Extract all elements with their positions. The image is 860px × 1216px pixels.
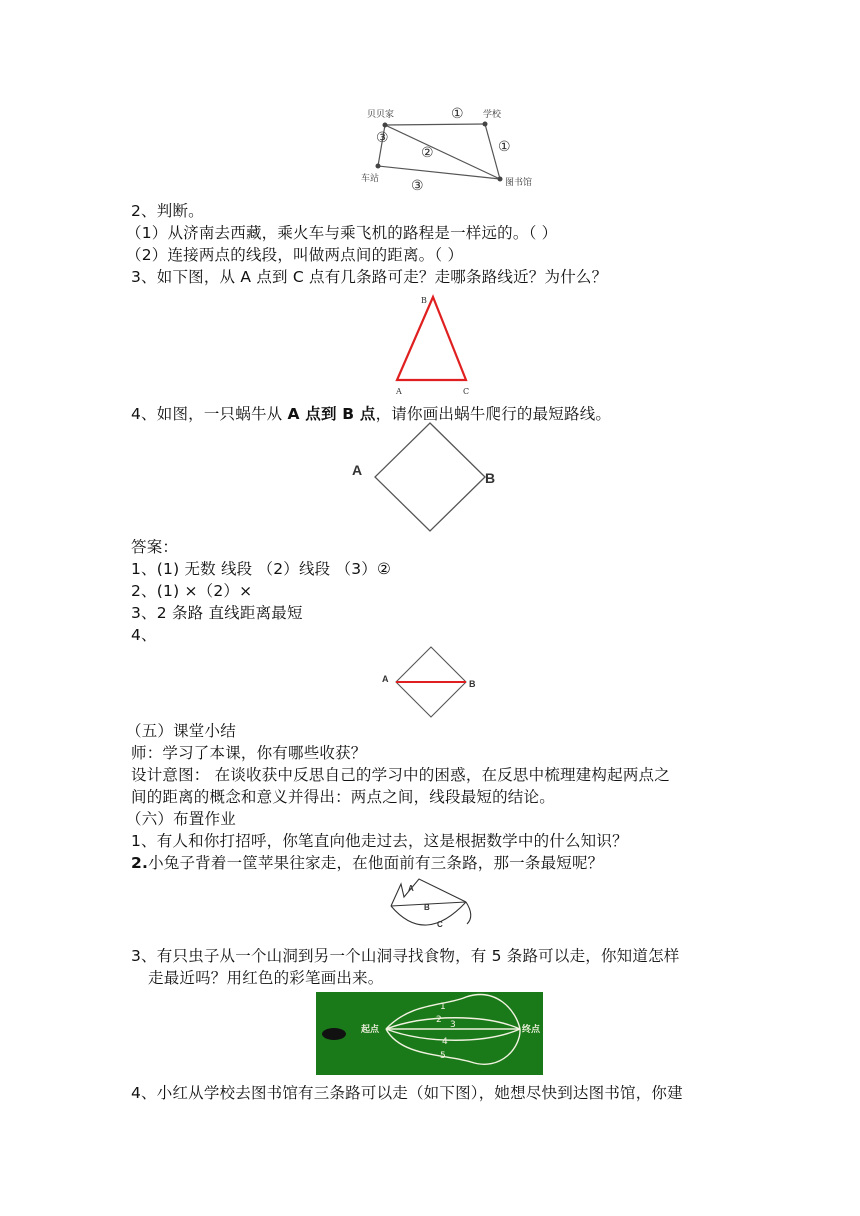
answer-diamond-label-a: A	[382, 674, 389, 684]
worm-path-5-label: 5	[440, 1051, 446, 1061]
worm-path-3-label: 3	[450, 1020, 456, 1030]
homework-2-number: 2.	[131, 854, 149, 872]
diamond-label-a: A	[352, 462, 363, 478]
route-map-figure	[355, 100, 545, 192]
answer-2: 2、(1) ×（2）×	[131, 582, 253, 600]
homework-1: 1、有人和你打招呼，你笔直向他走过去，这是根据数学中的什么知识？	[131, 832, 628, 850]
triangle-figure	[385, 292, 475, 400]
triangle-label-b: B	[421, 296, 427, 305]
homework-2-text: 小兔子背着一筐苹果往家走，在他面前有三条路，那一条最短呢？	[148, 854, 604, 872]
summary-teacher: 师：学习了本课，你有哪些收获？	[131, 744, 367, 762]
homework-3-line-2: 走最近吗？用红色的彩笔画出来。	[148, 969, 384, 987]
q2-item-1: （1）从济南去西藏，乘火车与乘飞机的路程是一样远的。（ ）	[126, 224, 558, 242]
school-label: 学校	[483, 110, 502, 120]
station-label: 车站	[361, 174, 380, 184]
homework-2	[131, 852, 603, 874]
route-3-bottom-marker: ③	[411, 178, 424, 192]
triangle-label-c: C	[463, 387, 470, 396]
diamond-figure	[345, 418, 510, 536]
q2-item-2: （2）连接两点的线段，叫做两点间的距离。（ ）	[126, 246, 464, 264]
diamond-label-b: B	[485, 470, 496, 486]
rabbit-label-a: A	[408, 884, 414, 893]
rabbit-label-b: B	[424, 903, 430, 912]
worm-paths-figure	[316, 992, 543, 1075]
q3-question: 3、如下图，从 A 点到 C 点有几条路可走？走哪条路线近？为什么？	[131, 268, 608, 286]
answer-3: 3、2 条路 直线距离最短	[131, 604, 303, 622]
summary-design-line-2: 间的距离的概念和意义并得出：两点之间，线段最短的结论。	[131, 788, 555, 806]
summary-title: （五）课堂小结	[126, 722, 236, 740]
answer-diamond-label-b: B	[469, 679, 476, 689]
worm-path-1-label: 1	[440, 1002, 446, 1012]
worm-path-2-label: 2	[436, 1015, 442, 1025]
route-3-left-marker: ③	[376, 130, 389, 146]
triangle-label-a: A	[396, 387, 402, 396]
q2-title: 2、判断。	[131, 202, 204, 220]
summary-design-line-1: 设计意图： 在谈收获中反思自己的学习中的困惑，在反思中梳理建构起两点之	[131, 766, 670, 784]
route-1-right-marker: ①	[498, 139, 511, 155]
worm-end-label: 终点	[522, 1025, 541, 1035]
homework-3-line-1: 3、有只虫子从一个山洞到另一个山洞寻找食物，有 5 条路可以走，你知道怎样	[131, 947, 680, 965]
answer-4: 4、	[131, 626, 157, 644]
answer-1: 1、(1) 无数 线段 （2）线段 （3）②	[131, 560, 392, 578]
homework-title: （六）布置作业	[126, 810, 236, 828]
worm-start-label: 起点	[361, 1025, 380, 1035]
route-2-marker: ②	[421, 145, 434, 161]
answer-diamond-figure	[378, 643, 488, 723]
homework-4-line-1: 4、小红从学校去图书馆有三条路可以走（如下图），她想尽快到达图书馆，你建	[131, 1084, 683, 1102]
home-label: 贝贝家	[367, 110, 395, 120]
worm-path-4-label: 4	[442, 1037, 448, 1047]
q4-text-pre: 4、如图，一只蜗牛从	[131, 405, 288, 423]
q4-text-bold: A 点到 B 点	[287, 405, 376, 423]
rabbit-paths-figure	[383, 874, 478, 940]
rabbit-label-c: C	[437, 920, 443, 929]
route-1-top-marker: ①	[451, 106, 464, 122]
q4-text-post: ，请你画出蜗牛爬行的最短路线。	[375, 405, 612, 423]
answers-title: 答案：	[131, 538, 179, 556]
library-label: 图书馆	[505, 178, 533, 188]
